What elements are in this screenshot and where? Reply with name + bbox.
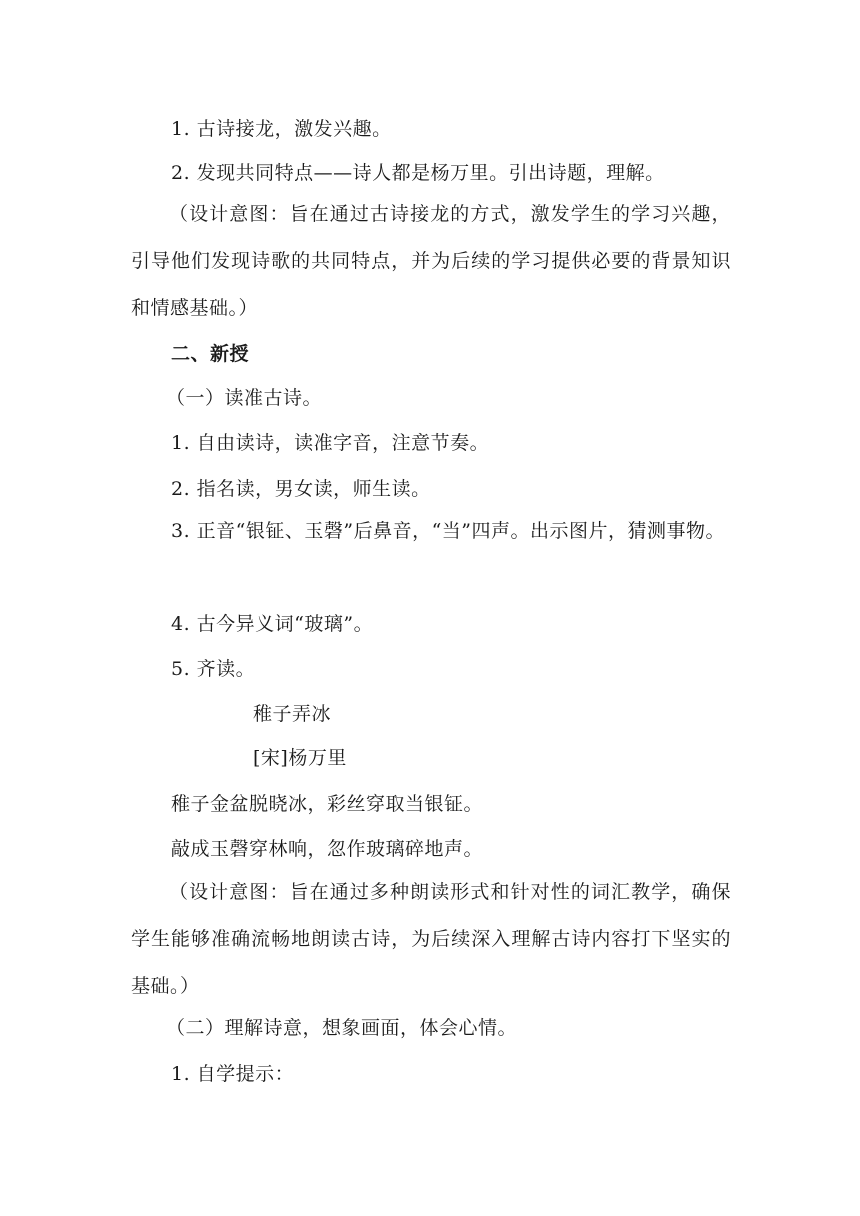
design-intent-2: （设计意图：旨在通过多种朗读形式和针对性的词汇教学，确保学生能够准确流畅地朗读古诗，为后续深入理解古诗内容打下坚实的基础。） [131, 881, 731, 997]
step-ancient-poem-chain: 1. 古诗接龙，激发兴趣。 [171, 118, 392, 140]
poem-line-1: 稚子金盆脱晓冰，彩丝穿取当银钲。 [171, 793, 484, 815]
poem-title: 稚子弄冰 [253, 703, 332, 725]
design-intent-1: （设计意图：旨在通过古诗接龙的方式，激发学生的学习兴趣，引导他们发现诗歌的共同特点，并为后续的学习提供必要的背景知识和情感基础。） [131, 203, 731, 319]
step-word-meaning: 4. 古今异义词“玻璃”。 [171, 613, 374, 635]
step-self-study-prompt: 1. 自学提示： [171, 1063, 295, 1085]
subsection-read-poem: （一）读准古诗。 [166, 387, 323, 409]
section-heading-new-lesson: 二、新授 [171, 343, 250, 365]
step-pronunciation: 3. 正音“银钲、玉磬”后鼻音，“当”四声。出示图片，猜测事物。 [171, 520, 726, 542]
subsection-understand-poem: （二）理解诗意，想象画面，体会心情。 [166, 1017, 518, 1039]
step-find-common-feature: 2. 发现共同特点——诗人都是杨万里。引出诗题，理解。 [171, 162, 665, 184]
step-named-reading: 2. 指名读，男女读，师生读。 [171, 478, 431, 500]
step-free-reading: 1. 自由读诗，读准字音，注意节奏。 [171, 432, 490, 454]
poem-author: [宋]杨万里 [253, 747, 347, 769]
step-read-together: 5. 齐读。 [171, 658, 256, 680]
poem-line-2: 敲成玉磬穿林响，忽作玻璃碎地声。 [171, 838, 484, 860]
